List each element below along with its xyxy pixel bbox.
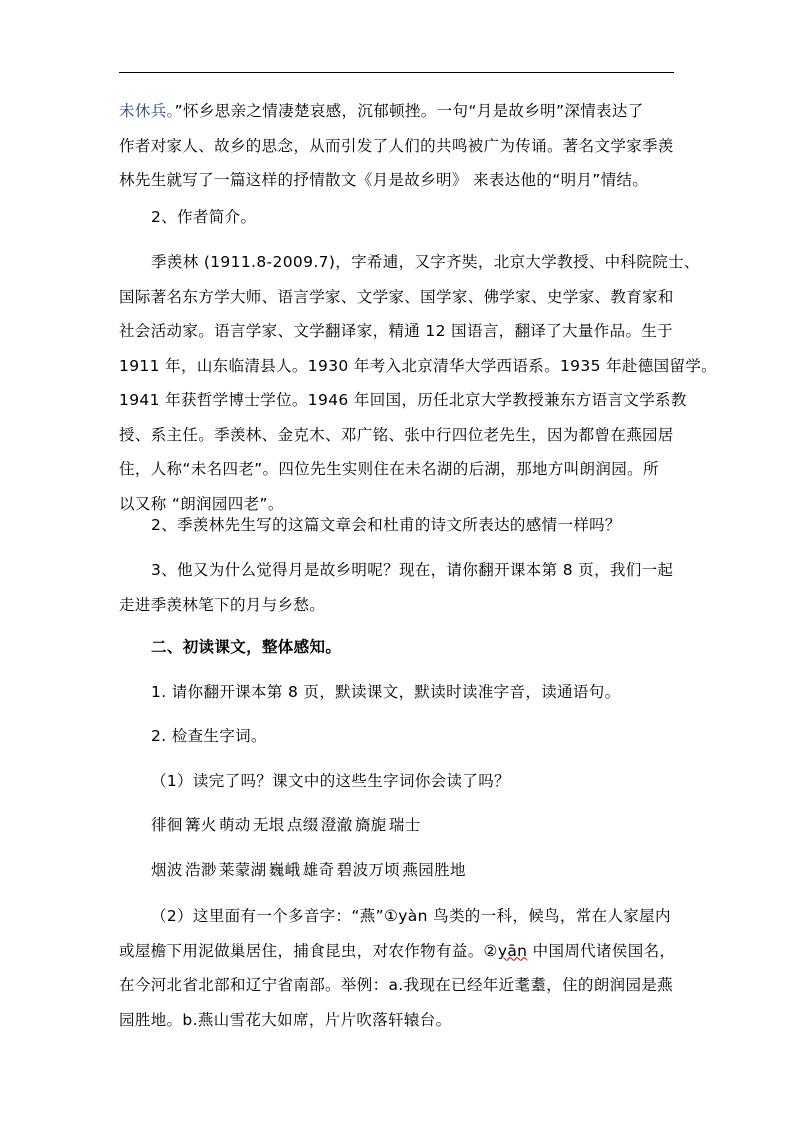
poem-context-paragraph [119, 94, 675, 198]
text-line: 1941 年获哲学博士学位。1946 年回国，历任北京大学教授兼东方语言文学系教 [119, 391, 687, 409]
sub-question-1: （1）读完了吗？课文中的这些生字词你会读了吗？ [151, 772, 510, 790]
text-line: 以又称 “朗润园四老”。 [119, 494, 284, 513]
author-intro-heading: 2、作者简介。 [151, 208, 257, 226]
author-bio-paragraph [119, 245, 718, 521]
text-line: 在今河北省北部和辽宁省南部。举例：a.我现在已经年近耄耋，住的朗润园是燕 [119, 976, 674, 994]
text-line: 园胜地。b.燕山雪花大如席，片片吹落轩辕台。 [119, 1010, 452, 1029]
text-line: （2）这里面有一个多音字：“燕”①yàn 鸟类的一科，候鸟，常在人家屋内 [151, 907, 671, 925]
header-rule [119, 72, 674, 73]
text-line: 社会活动家。语言学家、文学翻译家，精通 12 国语言，翻译了大量作品。生于 [119, 322, 674, 340]
section-2-heading: 二、初读课文，整体感知。 [151, 638, 342, 656]
vocab-row-1: 徘徊 篝火 萌动 无垠 点缀 澄澈 旖旎 瑞士 [151, 816, 421, 834]
text-line: 住，人称“未名四老”。四位先生实则住在未名湖的后湖，那地方叫朗润园。所 [119, 460, 659, 478]
vocab-row-2: 烟波 浩渺 莱蒙湖 巍峨 雄奇 碧波万顷 燕园胜地 [151, 861, 466, 879]
step-2: 2. 检查生字词。 [151, 727, 267, 745]
poem-fragment: 未休兵。 [119, 102, 175, 120]
text-line: 授、系主任。季羡林、金克木、邓广铭、张中行四位老先生，因为都曾在燕园居 [119, 425, 674, 444]
question-3 [119, 553, 675, 622]
text-line: 1911 年，山东临清县人。1930 年考入北京清华大学西语系。1935 年赴德国留学。 [119, 356, 718, 375]
text-line: 作者对家人、故乡的思念，从而引发了人们的共鸣被广为传诵。著名文学家季羡 [119, 136, 674, 155]
text-line: 3、他又为什么觉得月是故乡明呢？现在，请你翻开课本第 8 页，我们一起 [151, 561, 674, 579]
pinyin-yan4: yàn [398, 907, 428, 925]
pinyin-yan1: yān [497, 941, 528, 960]
question-2: 2、季羡林先生写的这篇文章会和杜甫的诗文所表达的感情一样吗？ [151, 516, 621, 534]
text-line: 国际著名东方学大师、语言学家、文学家、国学家、佛学家、史学家、教育家和 [119, 287, 674, 306]
step-1: 1. 请你翻开课本第 8 页，默读课文，默读时读准字音，读通语句。 [151, 683, 621, 701]
text-line: 或屋檐下用泥做巢居住，捕食昆虫，对农作物有益。②yān 中国周代诸侯国名， [119, 941, 676, 960]
text-line: 走进季羡林笔下的月与乡愁。 [119, 595, 326, 614]
text-line: 未休兵。”怀乡思亲之情凄楚哀感，沉郁顿挫。一句“月是故乡明”深情表达了 [119, 102, 644, 120]
text-line: 季羡林 (1911.8-2009.7)，字希逋，又字齐奘，北京大学教授、中科院院士、 [151, 253, 700, 271]
polyphone-paragraph [119, 899, 675, 1037]
text-line: 林先生就写了一篇这样的抒情散文《月是故乡明》 来表达他的“明月”情结。 [119, 171, 649, 189]
